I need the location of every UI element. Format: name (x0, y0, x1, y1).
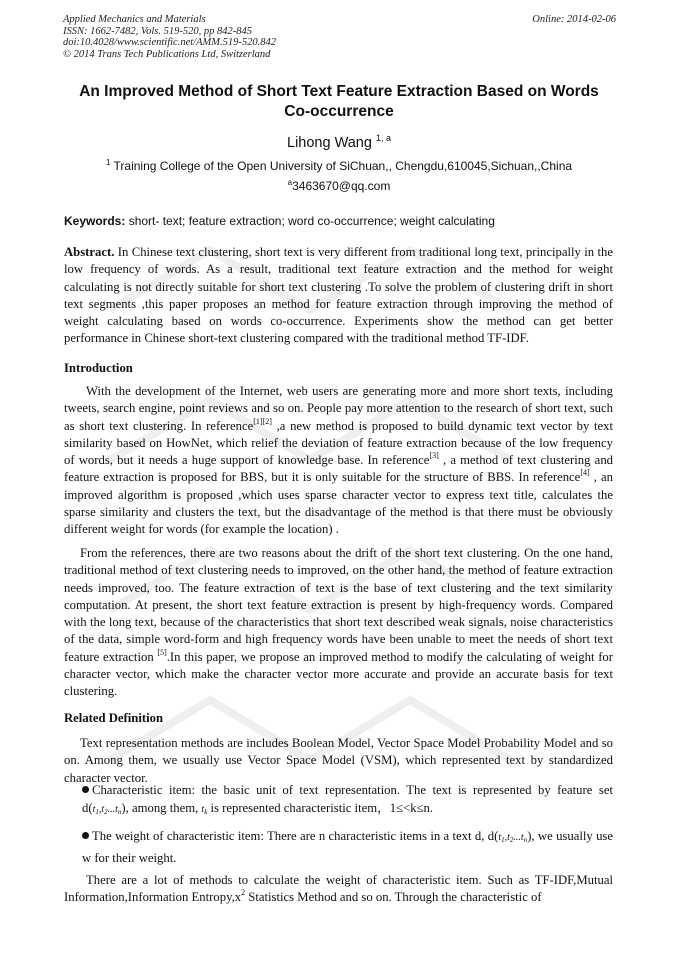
title-line-1: An Improved Method of Short Text Feature Extraction Based on Words (79, 83, 599, 100)
ref-4: [4] (580, 468, 590, 478)
bullet1-text-a: Characteristic item: the basic unit of text representation. The text is represented by feature set d( (82, 783, 613, 815)
bullet-characteristic-item (82, 782, 613, 821)
bullet1-text-c: is represented characteristic item，1≤<k≤n. (210, 800, 434, 815)
intro-p2-b: .In this paper, we propose an improved method to modify the calculating of weight for character vector, which make the character vector more accurate and provide an accurate basis for text clustering. (64, 649, 613, 699)
introduction-heading: Introduction (64, 361, 133, 375)
author-line (0, 133, 678, 151)
abstract-text: In Chinese text clustering, short text is very different from traditional long text, principally in the low frequency of words. As a result, traditional text feature extraction and the method for weight calculating is not directly suitable for short text clustering .To solve the problem of clustering drift in short text segments ,this paper proposes an method for feature extraction through improving the method of weight calculating based on words co-occurrence. Experiments show the method can get better performance in Chinese short-text clustering compared with the traditional method TF-IDF. (64, 245, 613, 346)
tk-symbol: $t_k$ (201, 803, 208, 816)
bullet2-text-b: ), we usually use w for their weight. (82, 829, 613, 865)
journal-name: Applied Mechanics and Materials (63, 14, 206, 25)
email-sup: a (287, 178, 293, 187)
abstract-label: Abstract. (64, 245, 115, 259)
email-line (0, 178, 678, 193)
bullet-dot-icon (82, 786, 89, 793)
chi-square-sup: 2 (241, 888, 246, 898)
paper-title (50, 82, 628, 121)
feature-set-formula: $t_1,t_2...t_n$ (92, 803, 122, 816)
intro-p1-b: ,a new method is proposed to build dynamic text vector by text similarity based on HowNet, which relief the deviation of feature extraction because of the low frequency of words, but it needs a huge support of knowledge base. In reference (64, 418, 613, 468)
bullet2-text-a: The weight of characteristic item: There are n characteristic items in a text d, d( (92, 829, 499, 843)
ref-3: [3] (429, 451, 439, 461)
bullet-weight (82, 828, 613, 867)
intro-p1-a: With the development of the Internet, web users are generating more and more short texts, including tweets, search engine, point reviews and so on. People pay more attention to the research of short text, such as short text clustering. In reference (64, 384, 613, 433)
related-p1: Text representation methods are includes Boolean Model, Vector Space Model Probability Model and so on. Among them, we usually use Vector Space Model (VSM), which represented text by standardized character vector. (64, 736, 613, 785)
affiliation-text: Training College of the Open University of SiChuan,, Chengdu,610045,Sichuan,,China (113, 159, 573, 173)
ref-5: [5] (157, 647, 167, 657)
last-p-a: There are a lot of methods to calculate the weight of characteristic item. Such as TF-IDF,Mutual Information,Information Entropy,x (64, 873, 613, 905)
online-date: Online: 2014-02-06 (532, 14, 616, 25)
last-p-b: Statistics Method and so on. Through the characteristic of (248, 890, 542, 905)
ref-1-2: [1][2] (253, 416, 272, 426)
introduction-paragraph-2 (64, 545, 613, 701)
bullet-dot-icon (82, 832, 89, 839)
issn-line: ISSN: 1662-7482, Vols. 519-520, pp 842-845 (63, 25, 252, 37)
introduction-paragraph-1 (64, 383, 613, 539)
abstract (64, 244, 613, 348)
intro-p1-c: , a method of text clustering and feature extraction is proposed for BBS, but it is only suitable for the structure of BBS. In reference (64, 453, 614, 485)
related-paragraph-2 (64, 872, 613, 907)
related-paragraph-1 (64, 735, 613, 787)
intro-p2-a: From the references, there are two reasons about the drift of the short text clustering. On the one hand, traditional method of text clustering needs to improved, on the other hand, the method of feature extraction needs improved, too. The feature extraction of text is the base of text clustering and the text similarity computation. At present, the short text feature extraction is present by high-frequency words. Compared with the long text, because of the characteristics that short text described weak signals, noise characteristics of the data, simple word-form and high frequency words have been unable to meet the needs of short text feature extraction (64, 546, 613, 664)
doi-line: doi:10.4028/www.scientific.net/AMM.519-520.842 (63, 37, 276, 48)
affiliation-sup: 1 (105, 158, 111, 167)
author-sup: 1, a (375, 133, 391, 143)
related-definition-heading: Related Definition (64, 711, 164, 725)
intro-p1-d: , an improved algorithm is proposed ,which uses sparse character vector to express text title, calculates the sparse similarity and clusters the text, but the disadvantage of the method is that there must be obviously different weight for words (for example the location) . (64, 470, 613, 537)
author-name: Lihong Wang (287, 135, 372, 151)
title-line-2: Co-occurrence (284, 102, 394, 120)
keywords-text: short- text; feature extraction; word co-occurrence; weight calculating (128, 214, 495, 228)
keywords-label: Keywords: (64, 214, 126, 228)
affiliation (0, 158, 678, 173)
keywords (64, 214, 616, 228)
journal-header (63, 14, 616, 60)
copyright-line: © 2014 Trans Tech Publications Ltd, Switzerland (63, 48, 271, 60)
weight-formula: $t_1,t_2...t_n$ (498, 832, 528, 844)
email-text: 3463670@qq.com (292, 179, 391, 193)
bullet1-text-b: ), among them, (121, 800, 199, 815)
